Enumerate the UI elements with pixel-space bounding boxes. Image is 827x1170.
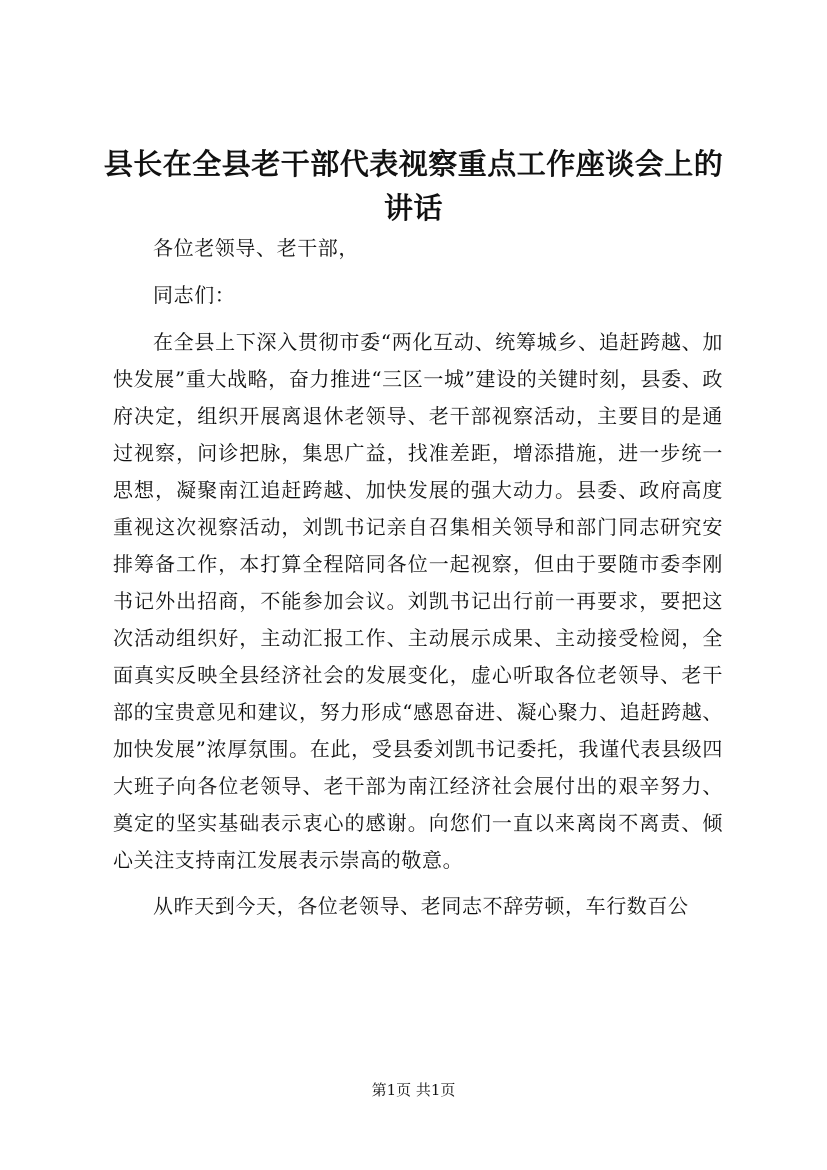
body-paragraph: 在全县上下深入贯彻市委“两化互动、统筹城乡、追赶跨越、加快发展”重大战略，奋力推进“三区一城”建设的关键时刻，县委、政府决定，组织开展离退休老领导、老干部视察活动，主要目的是通过视察，问诊把脉，集思广益，找准差距，增添措施，进一步统一思想，凝聚南江追赶跨越、加快发展的强大动力。县委、政府高度重视这次视察活动，刘凯书记亲自召集相关领导和部门同志研究安排筹备工作，本打算全程陪同各位一起视察，但由于要随市委李刚书记外出招商，不能参加会议。刘凯书记出行前一再要求，要把这次活动组织好，主动汇报工作、主动展示成果、主动接受检阅，全面真实反映全县经济社会的发展变化，虚心听取各位老领导、老干部的宝贵意见和建议，努力形成“感恩奋进、凝心聚力、追赶跨越、加快发展”浓厚氛围。在此，受县委刘凯书记委托，我谨代表县级四大班子向各位老领导、老干部为南江经济社会展付出的艰辛努力、奠定的坚实基础表示衷心的感谢。向您们一直以来离岗不离责、倾心关注支持南江发展表示崇高的敬意。 (113, 330, 723, 872)
body-paragraph: 从昨天到今天，各位老领导、老同志不辞劳顿，车行数百公 (153, 894, 689, 918)
document-body (113, 230, 723, 934)
salutation-paragraph: 各位老领导、老干部， (153, 236, 359, 260)
document-title: 县长在全县老干部代表视察重点工作座谈会上的讲话 (103, 147, 724, 225)
greeting-paragraph: 同志们： (153, 283, 236, 307)
page-footer: 第1页 共1页 (371, 1081, 456, 1099)
